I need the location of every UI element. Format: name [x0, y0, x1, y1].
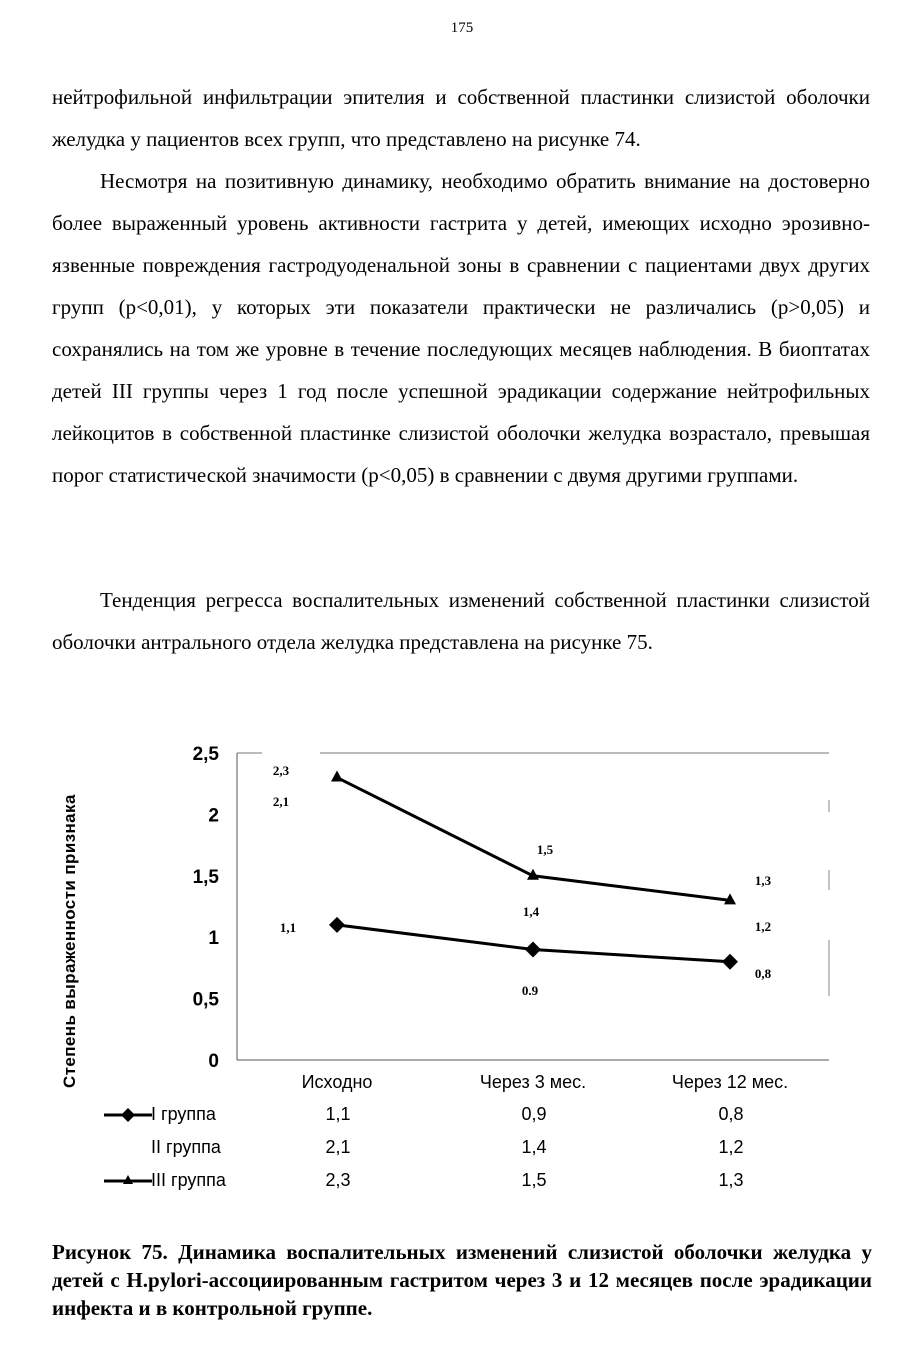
- table-row-group-3: [0, 1166, 924, 1196]
- data-point-diamond: [722, 954, 738, 970]
- paragraph-2: Несмотря на позитивную динамику, необходимо обратить внимание на достоверно более выраженный уровень активности гастрита у детей, имеющих исходно эрозивно-язвенные повреждения гастродуоденальной зоны в сравнении с пациентами двух других групп (р<0,01), у которых эти показатели практически не различались (р>0,05) и сохранялись на том же уровне в течение последующих месяцев наблюдения. В биоптатах детей III группы через 1 год после успешной эрадикации содержание нейтрофильных лейкоцитов в собственной пластинке слизистой оболочки желудка возрастало, превышая порог статистической значимости (р<0,05) в сравнении с двумя другими группами.: [52, 169, 870, 487]
- paragraph-3: Тенденция регресса воспалительных изменений собственной пластинки слизистой оболочки антрального отдела желудка представлена на рисунке 75.: [52, 588, 870, 654]
- data-label: 1,2: [754, 919, 772, 934]
- y-tick-label: 2,5: [192, 744, 219, 765]
- legend-label-group-1: I группа: [151, 1104, 216, 1124]
- y-tick-label: 1,5: [192, 866, 219, 888]
- table-cell: 1,3: [718, 1170, 744, 1190]
- x-category-label: Исходно: [301, 1072, 373, 1092]
- paragraph-1: нейтрофильной инфильтрации эпителия и собственной пластинки слизистой оболочки желудка у пациентов всех групп, что представлено на рисунке 74.: [52, 85, 870, 151]
- data-label: 2,3: [272, 763, 290, 778]
- legend-label-group-3: III группа: [151, 1170, 226, 1190]
- y-tick-label: 1: [208, 928, 219, 950]
- data-label: 0.9: [521, 983, 539, 998]
- y-axis-label: Степень выраженности признака: [60, 794, 79, 1088]
- x-category-label: Через 3 мес.: [479, 1072, 587, 1092]
- legend-diamond-marker: [104, 1104, 152, 1126]
- x-category-label: Через 12 мес.: [671, 1072, 789, 1092]
- table-row-group-2: [0, 1133, 924, 1163]
- data-point-diamond: [525, 941, 541, 957]
- legend-label-group-2: II группа: [151, 1137, 221, 1157]
- figure-caption: Рисунок 75. Динамика воспалительных изменений слизистой оболочки желудка у детей с H.pylori-ассоциированным гастритом через 3 и 12 месяцев после эрадикации инфекта и в контрольной группе.: [52, 1240, 872, 1320]
- legend-triangle-marker: [104, 1170, 152, 1192]
- table-cell: 1,5: [521, 1170, 547, 1190]
- y-tick-label: 2: [208, 805, 219, 827]
- page-number: 175: [450, 20, 474, 36]
- table-cell: 1,4: [521, 1137, 547, 1157]
- table-cell: 1,1: [325, 1104, 351, 1124]
- data-point-triangle: [331, 771, 343, 782]
- data-label: 1,4: [522, 904, 540, 919]
- table-row-group-1: [0, 1100, 924, 1130]
- data-label: 1,1: [279, 920, 297, 935]
- table-cell: 2,1: [325, 1137, 351, 1157]
- table-cell: 1,2: [718, 1137, 744, 1157]
- data-point-diamond: [329, 917, 345, 933]
- data-label: 1,5: [536, 842, 554, 857]
- y-tick-label: 0: [208, 1051, 219, 1072]
- data-label: 2,1: [272, 794, 290, 809]
- data-label: 0,8: [754, 966, 772, 981]
- series-line-3: [337, 778, 730, 901]
- data-label: 1,3: [754, 873, 772, 888]
- table-cell: 0,9: [521, 1104, 547, 1124]
- table-cell: 2,3: [325, 1170, 351, 1190]
- y-tick-label: 0,5: [192, 989, 219, 1011]
- table-cell: 0,8: [718, 1104, 744, 1124]
